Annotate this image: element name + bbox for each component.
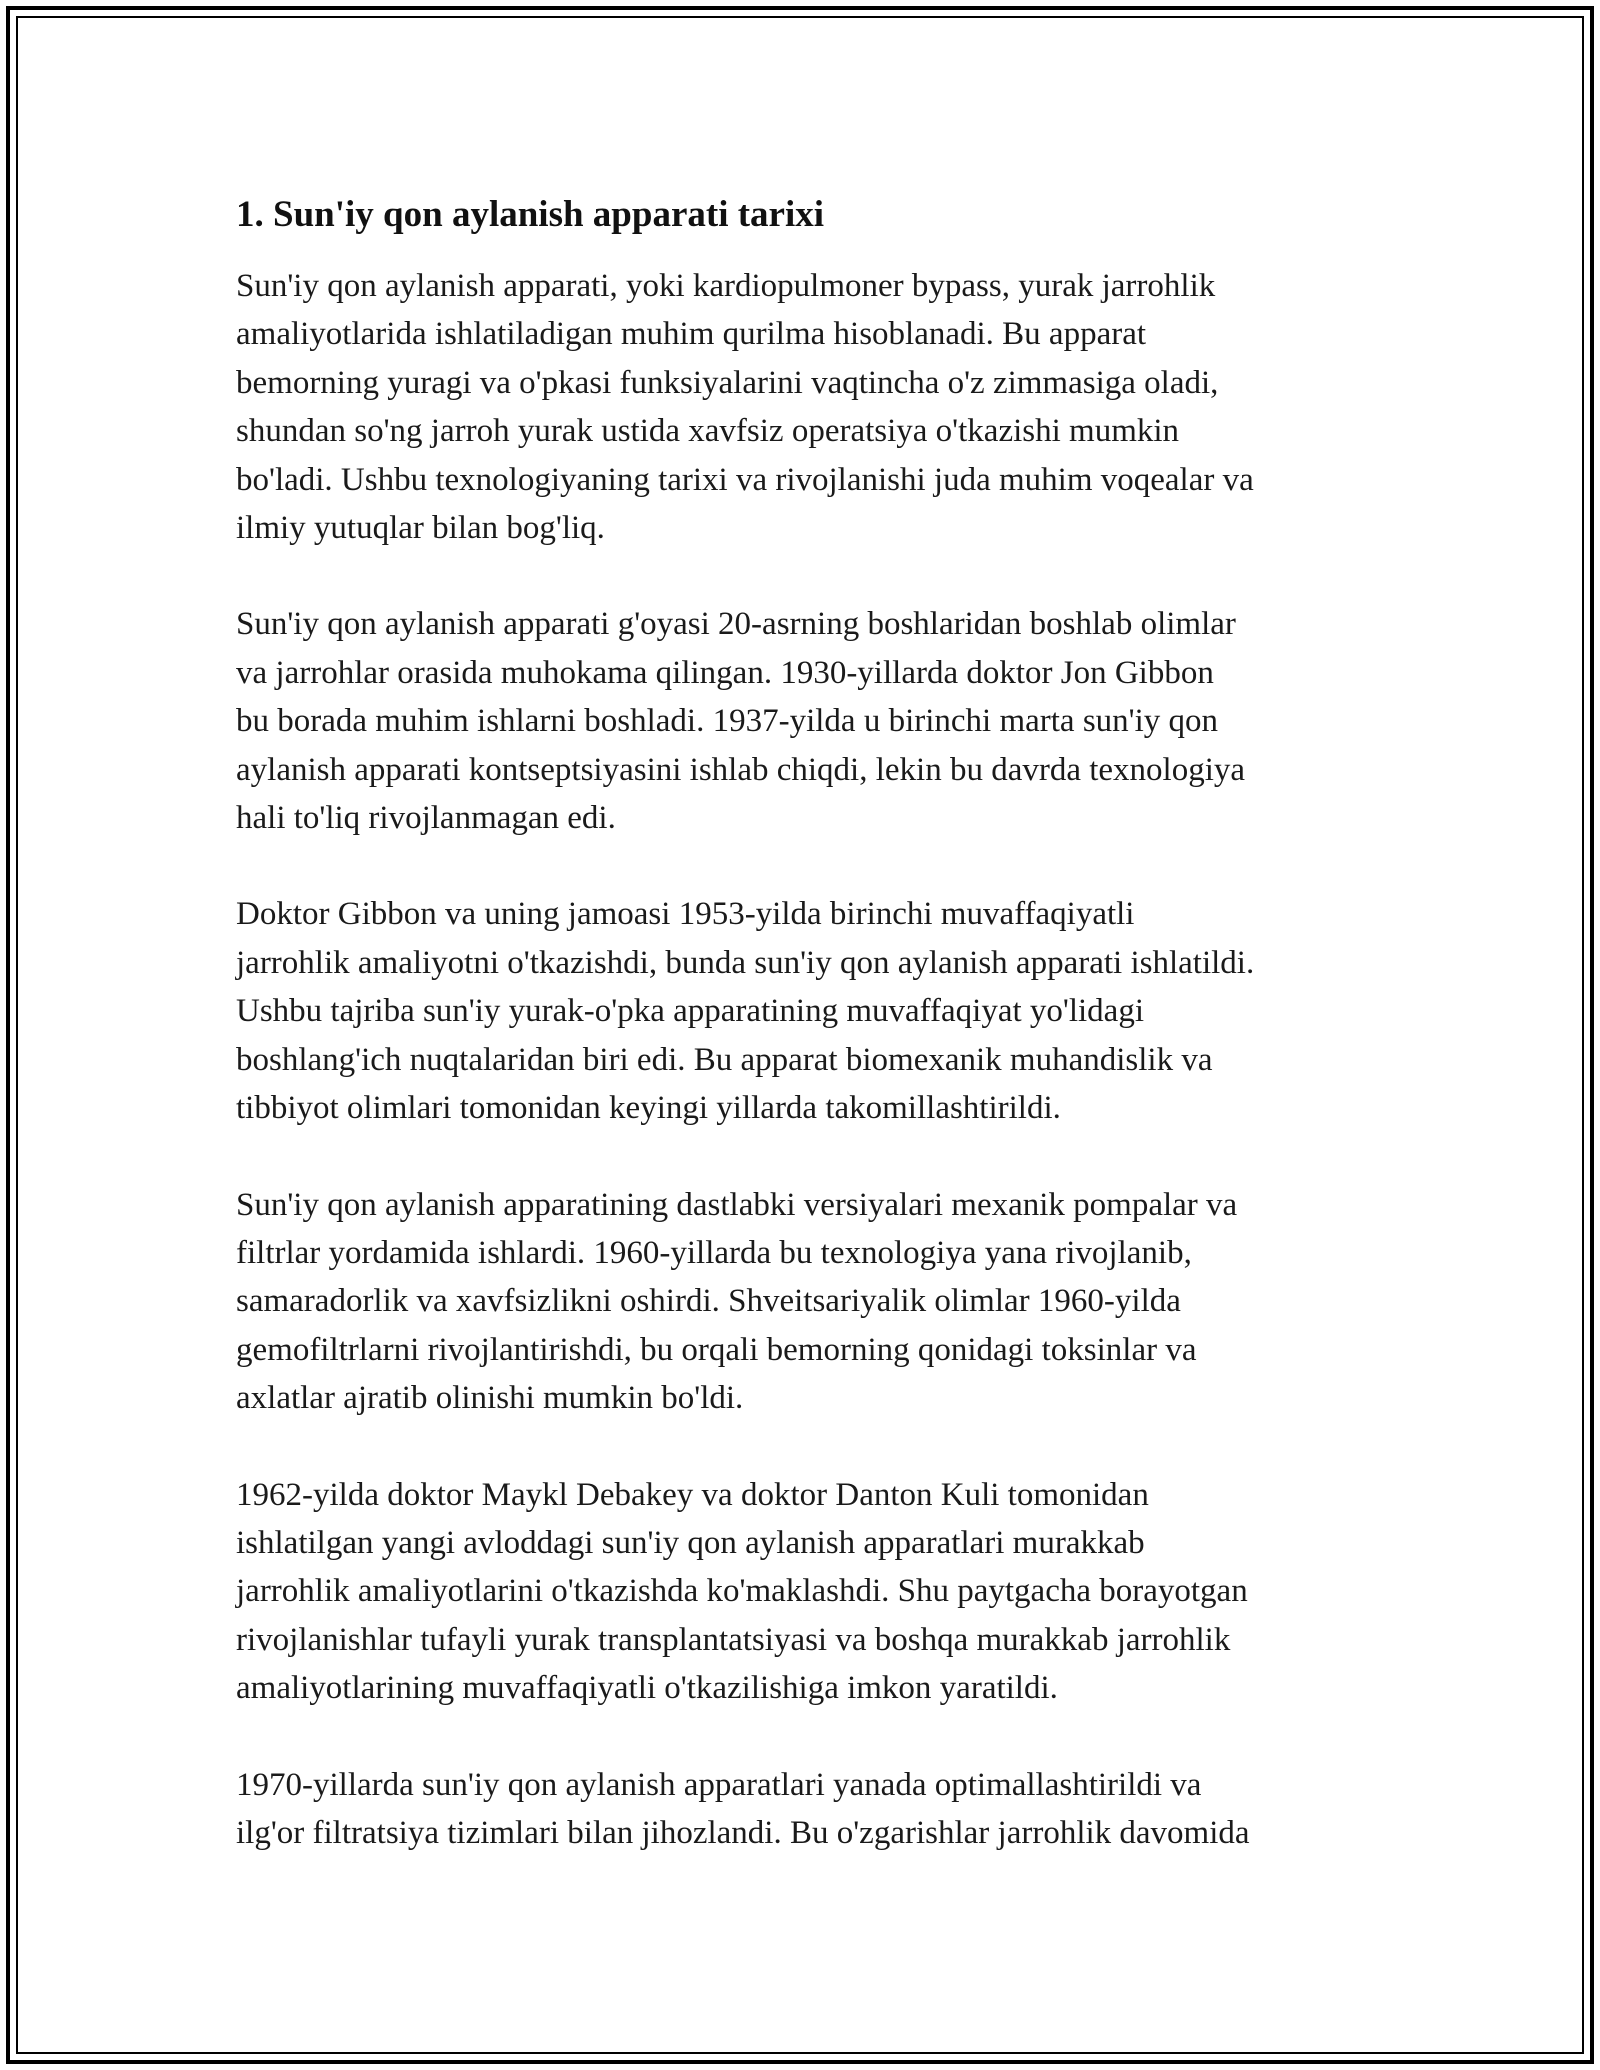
section-heading: 1. Sun'iy qon aylanish apparati tarixi bbox=[236, 194, 825, 235]
paragraph-3: Doktor Gibbon va uning jamoasi 1953-yilda birinchi muvaffaqiyatli jarrohlik amaliyotni o'tkazishdi, bunda sun'iy qon aylanish apparati ishlatildi. Ushbu tajriba sun'iy yurak-o'pka apparatining muvaffaqiyat yo'lidagi boshlang'ich nuqtalaridan biri edi. Bu apparat biomexanik muhandislik va tibbiyot olimlari tomonidan keyingi yillarda takomillashtirildi. bbox=[236, 896, 1255, 1127]
paragraph-2: Sun'iy qon aylanish apparati g'oyasi 20-asrning boshlaridan boshlab olimlar va jarrohlar orasida muhokama qilingan. 1930-yillarda doktor Jon Gibbon bu borada muhim ishlarni boshladi. 1937-yilda u birinchi marta sun'iy qon aylanish apparati kontseptsiyasini ishlab chiqdi, lekin bu davrda texnologiya hali to'liq rivojlanmagan edi. bbox=[236, 606, 1246, 837]
paragraph-6: 1970-yillarda sun'iy qon aylanish apparatlari yanada optimallashtirildi va ilg'or filtratsiya tizimlari bilan jihozlandi. Bu o'zgarishlar jarrohlik davomida bbox=[236, 1766, 1250, 1851]
paragraph-1: Sun'iy qon aylanish apparati, yoki kardiopulmoner bypass, yurak jarrohlik amaliyotlarida ishlatiladigan muhim qurilma hisoblanadi. Bu apparat bemorning yuragi va o'pkasi funksiyalarini vaqtincha o'z zimmasiga oladi, shundan so'ng jarroh yurak ustida xavfsiz operatsiya o'tkazishi mumkin bo'ladi. Ushbu texnologiyaning tarixi va rivojlanishi juda muhim voqealar va ilmiy yutuqlar bilan bog'liq. bbox=[236, 268, 1254, 547]
paragraph-5: 1962-yilda doktor Maykl Debakey va doktor Danton Kuli tomonidan ishlatilgan yangi avloddagi sun'iy qon aylanish apparatlari murakkab jarrohlik amaliyotlarini o'tkazishda ko'maklashdi. Shu paytgacha borayotgan rivojlanishlar tufayli yurak transplantatsiyasi va boshqa murakkab jarrohlik amaliyotlarining muvaffaqiyatli o'tkazilishiga imkon yaratildi. bbox=[236, 1476, 1248, 1707]
document-body bbox=[236, 190, 1376, 1905]
paragraph-4: Sun'iy qon aylanish apparatining dastlabki versiyalari mexanik pompalar va filtrlar yordamida ishlardi. 1960-yillarda bu texnologiya yana rivojlanib, samaradorlik va xavfsizlikni oshirdi. Shveitsariyalik olimlar 1960-yilda gemofiltrlarni rivojlantirishdi, bu orqali bemorning qonidagi toksinlar va axlatlar ajratib olinishi mumkin bo'ldi. bbox=[236, 1186, 1238, 1417]
